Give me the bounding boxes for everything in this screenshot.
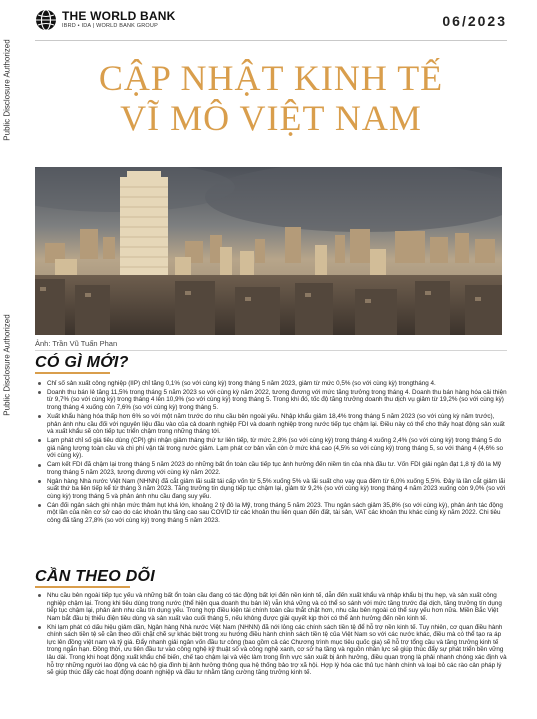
list-item: Xuất khẩu hàng hóa thấp hơn 6% so với một năm trước do nhu cầu bên ngoài yếu. Nhập khẩu giảm 18,4% trong tháng 5 năm 2023 (so với cùng kỳ năm trước), phản ánh nhu cầu đối với nguyên liệu đầu vào của cả doanh nghiệp FDI và doanh nghiệp trong nước tiếp tục chậm lại. Điều này có thể cho thấy hoạt động sản xuất và xuất khẩu sẽ còn tiếp tục triển chậm trong những tháng tới. bbox=[35, 413, 507, 436]
logo-subtitle: IBRD • IDA | WORLD BANK GROUP bbox=[62, 23, 158, 30]
globe-icon bbox=[35, 9, 57, 31]
list-item: Lạm phát chỉ số giá tiêu dùng (CPI) ghi nhận giảm tháng thứ tư liên tiếp, từ mức 2,8% (so với cùng kỳ) trong tháng 4 xuống 2,4% (so với cùng kỳ) trong tháng 5 do giá năng lượng toàn cầu và chi phí vận tải trong nước giảm. Lạm phát cơ bản vẫn còn ở mức khá cao (4,5% so với cùng kỳ) trong tháng 5, so với tháng 4 (4,6% so với cùng kỳ). bbox=[35, 437, 507, 460]
list-item: Chỉ số sản xuất công nghiệp (IIP) chỉ tăng 0,1% (so với cùng kỳ) trong tháng 5 năm 2023, giảm từ mức 0,5% (so với cùng kỳ) trongtháng 4. bbox=[35, 380, 507, 388]
disclosure-label-bottom: Public Disclosure Authorized bbox=[2, 314, 12, 416]
city-skyline-image bbox=[35, 167, 502, 335]
report-date: 06/2023 bbox=[442, 13, 507, 29]
list-item: Khi lạm phát có dấu hiệu giảm dần, Ngân hàng Nhà nước Việt Nam (NHNN) đã nới lỏng các chính sách tiền tệ để hỗ trợ nền kinh tế. Tuy nhiên, cơ quan điều hành chính sách tiền tệ sẽ cần theo dõi chặt chẽ sự khác biệt trong xu hướng điều hành chính sách tiền tệ của Việt Nam so với các nước khác, điều mà có thể tạo ra áp lực lên đồng việt nam và tỷ giá. Đẩy nhanh giải ngân vốn đầu tư công (bao gồm cả các Chương trình mục tiêu quốc gia) sẽ hỗ trợ tổng cầu và tăng trưởng kinh tế trong ngắn hạn. Đồng thời, ưu tiên đầu tư vào công nghệ kỹ thuật số và công nghệ xanh, cơ sở hạ tầng và nguồn nhân lực sẽ giúp thúc đẩy sự phát triển bền vững lâu dài. Trong khi hoạt động xuất khẩu chế biến, chế tạo chậm lại và việc làm trong lĩnh vực sản xuất bị ảnh hưởng, điều quan trọng là phải nhanh chóng xác định và hỗ trợ những người lao động và các hộ gia đình bị ảnh hưởng thông qua hệ thống bảo trợ xã hội. Hợp lý hóa các thủ tục hành chính và loại bỏ các rào cản pháp lý sẽ giúp thúc đẩy các hoạt động doanh nghiệp và đầu tư nhằm tăng cường tăng trưởng kinh tế. bbox=[35, 624, 507, 677]
credit-divider bbox=[35, 350, 507, 351]
photo-credit: Ảnh: Trần Vũ Tuấn Phan bbox=[35, 339, 118, 348]
logo-name: THE WORLD BANK bbox=[62, 9, 176, 24]
title-line-2: VĨ MÔ VIỆT NAM bbox=[120, 98, 422, 138]
whats-new-list bbox=[35, 380, 507, 526]
header-divider bbox=[35, 40, 507, 41]
section-heading-watch: CẦN THEO DÕI bbox=[35, 568, 155, 586]
page-title bbox=[35, 58, 507, 138]
title-line-1: CẬP NHẬT KINH TẾ bbox=[98, 58, 444, 98]
list-item: Cán đối ngân sách ghi nhận mức thâm hụt khá lớn, khoảng 2 tỷ đô la Mỹ, trong tháng 5 năm 2023. Thu ngân sách giảm 35,8% (so với cùng kỳ), phản ánh tác động một lần của nền cơ sở cao do các khoản thu tăng cao sau COVID từ các khoản thu liên quan đến đất, tài sản, VAT các khoản thu khác cùng kỳ năm 2022. Chi tiêu công đã tăng 27,8% (so với cùng kỳ) trong tháng 5 năm 2023. bbox=[35, 502, 507, 525]
section-heading-whats-new: CÓ GÌ MỚI? bbox=[35, 354, 129, 372]
world-bank-logo[interactable] bbox=[35, 9, 175, 31]
cover-photo bbox=[35, 167, 502, 335]
list-item: Nhu cầu bên ngoài tiếp tục yếu và những bất ổn toàn cầu đang có tác động bất lợi đến nền kinh tế, dẫn đến xuất khẩu và nhập khẩu bị thu hẹp, và sản xuất công nghiệp chậm lại. Trong khi tiêu dùng trong nước (thể hiện qua doanh thu bán lẻ) vẫn khá vững và có thể so sánh với mức tăng trước đại dịch, tăng trưởng tín dụng tiếp tục chậm lại, phản ánh nhu cầu tín dụng yếu. Trong hợp điều kiện tài chính toàn cầu thắt chặt hơn, nhu cầu bên ngoài có thể suy yếu hơn nữa. Miền Bắc Việt Nam bắt đầu bị thiếu điện tiêu dùng và sản xuất vào cuối tháng 5, nếu không được giải quyết kịp thời có thể ảnh hưởng đến nền kinh tế. bbox=[35, 592, 507, 622]
list-item: Cam kết FDI đã chậm lại trong tháng 5 năm 2023 do những bất ổn toàn cầu tiếp tục ảnh hưởng đến niềm tin của nhà đầu tư. Vốn FDI giải ngân đạt 1,8 tỷ đô la Mỹ trong tháng 5 năm 2023, tương đương với cùng kỳ năm 2022. bbox=[35, 461, 507, 476]
disclosure-label-top: Public Disclosure Authorized bbox=[2, 39, 12, 141]
watch-list bbox=[35, 592, 507, 678]
list-item: Ngân hàng Nhà nước Việt Nam (NHNN) đã cắt giảm lãi suất tái cấp vốn từ 5,5% xuống 5% và lãi suất cho vay qua đêm từ 6,0% xuống 5,5%. Đây là lần cắt giảm lãi suất thứ ba liên tiếp kể từ tháng 3 năm 2023. Tăng trưởng tín dụng tiếp tục chậm lại, giảm từ 9,2% (so với cùng kỳ) trong tháng 4 năm 2023 xuống còn 9,0% (so với cùng kỳ) trong tháng 5 và phản ánh nhu cầu đang suy yếu. bbox=[35, 478, 507, 501]
list-item: Doanh thu bán lẻ tăng 11,5% trong tháng 5 năm 2023 so với cùng kỳ năm 2022, tương đương với mức tăng trưởng trong tháng 4. Doanh thu bán hàng hóa cải thiện từ 9,7% (so với cùng kỳ) trong tháng 4 lên 10,9% (so với cùng kỳ) trong tháng 5. Trong khi đó, tốc độ tăng trưởng doanh thu dịch vụ giảm từ 19,2% (so với cùng kỳ) trong tháng 4 xuống còn 7,6% (so với cùng kỳ) trong tháng 5. bbox=[35, 389, 507, 412]
